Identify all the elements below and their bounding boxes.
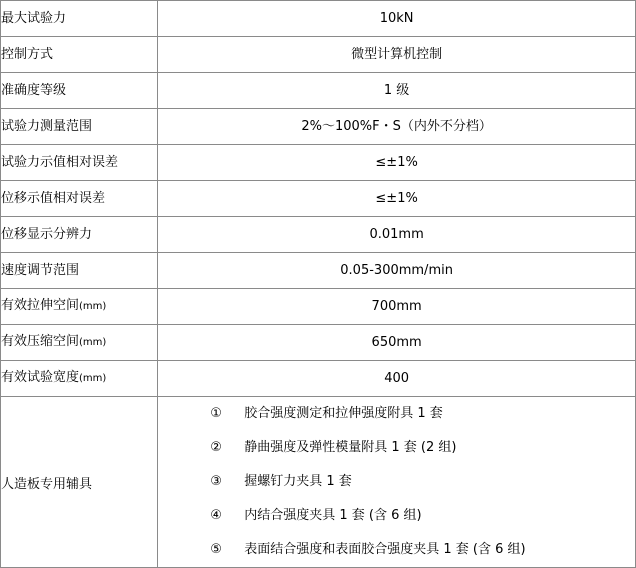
row-value: 650mm bbox=[158, 325, 636, 361]
list-item bbox=[210, 499, 635, 533]
row-value: 10kN bbox=[158, 1, 636, 37]
list-item-label: 静曲强度及弹性模量附具 1 套 (2 组) bbox=[244, 440, 457, 455]
list-item-label: 表面结合强度和表面胶合强度夹具 1 套 (含 6 组) bbox=[244, 542, 526, 557]
table-row bbox=[1, 37, 636, 73]
row-label: 控制方式 bbox=[1, 37, 158, 73]
list-item-marker: ③ bbox=[210, 474, 222, 489]
row-label: 试验力示值相对误差 bbox=[1, 145, 158, 181]
list-item-marker: ① bbox=[210, 406, 222, 421]
table-row bbox=[1, 181, 636, 217]
row-label: 试验力测量范围 bbox=[1, 109, 158, 145]
accessories-label: 人造板专用辅具 bbox=[1, 397, 158, 568]
row-value: 1 级 bbox=[158, 73, 636, 109]
table-row bbox=[1, 253, 636, 289]
row-label: 速度调节范围 bbox=[1, 253, 158, 289]
table-row bbox=[1, 1, 636, 37]
table-row bbox=[1, 145, 636, 181]
list-item-label: 内结合强度夹具 1 套 (含 6 组) bbox=[244, 508, 422, 523]
list-item bbox=[210, 533, 635, 567]
row-label-unit: (mm) bbox=[79, 373, 107, 384]
accessories-list bbox=[158, 397, 635, 567]
list-item-label: 握螺钉力夹具 1 套 bbox=[244, 474, 352, 489]
row-value: 400 bbox=[158, 361, 636, 397]
table-row bbox=[1, 73, 636, 109]
list-item-marker: ④ bbox=[210, 508, 222, 523]
table-row bbox=[1, 361, 636, 397]
spec-table-body bbox=[1, 1, 636, 568]
row-label: 准确度等级 bbox=[1, 73, 158, 109]
table-row-accessories bbox=[1, 397, 636, 568]
row-label bbox=[1, 289, 158, 325]
table-row bbox=[1, 217, 636, 253]
list-item-marker: ② bbox=[210, 440, 222, 455]
row-value: ≤±1% bbox=[158, 145, 636, 181]
row-value: 700mm bbox=[158, 289, 636, 325]
list-item bbox=[210, 465, 635, 499]
list-item bbox=[210, 431, 635, 465]
row-label-unit: (mm) bbox=[79, 301, 107, 312]
list-item-label: 胶合强度测定和拉伸强度附具 1 套 bbox=[244, 406, 443, 421]
accessories-cell bbox=[158, 397, 636, 568]
table-row bbox=[1, 289, 636, 325]
table-row bbox=[1, 109, 636, 145]
row-label: 位移显示分辨力 bbox=[1, 217, 158, 253]
row-value: 0.05-300mm/min bbox=[158, 253, 636, 289]
row-value: 0.01mm bbox=[158, 217, 636, 253]
row-label bbox=[1, 325, 158, 361]
row-value: ≤±1% bbox=[158, 181, 636, 217]
list-item-marker: ⑤ bbox=[210, 542, 222, 557]
row-label: 最大试验力 bbox=[1, 1, 158, 37]
row-label bbox=[1, 361, 158, 397]
row-label-text: 有效拉伸空间 bbox=[1, 298, 80, 313]
row-label: 位移示值相对误差 bbox=[1, 181, 158, 217]
table-row bbox=[1, 325, 636, 361]
row-value: 微型计算机控制 bbox=[158, 37, 636, 73]
row-label-text: 有效压缩空间 bbox=[1, 334, 80, 349]
row-label-unit: (mm) bbox=[79, 337, 107, 348]
list-item bbox=[210, 397, 635, 431]
row-label-text: 有效试验宽度 bbox=[1, 370, 80, 385]
row-value: 2%～100%F・S（内外不分档） bbox=[158, 109, 636, 145]
